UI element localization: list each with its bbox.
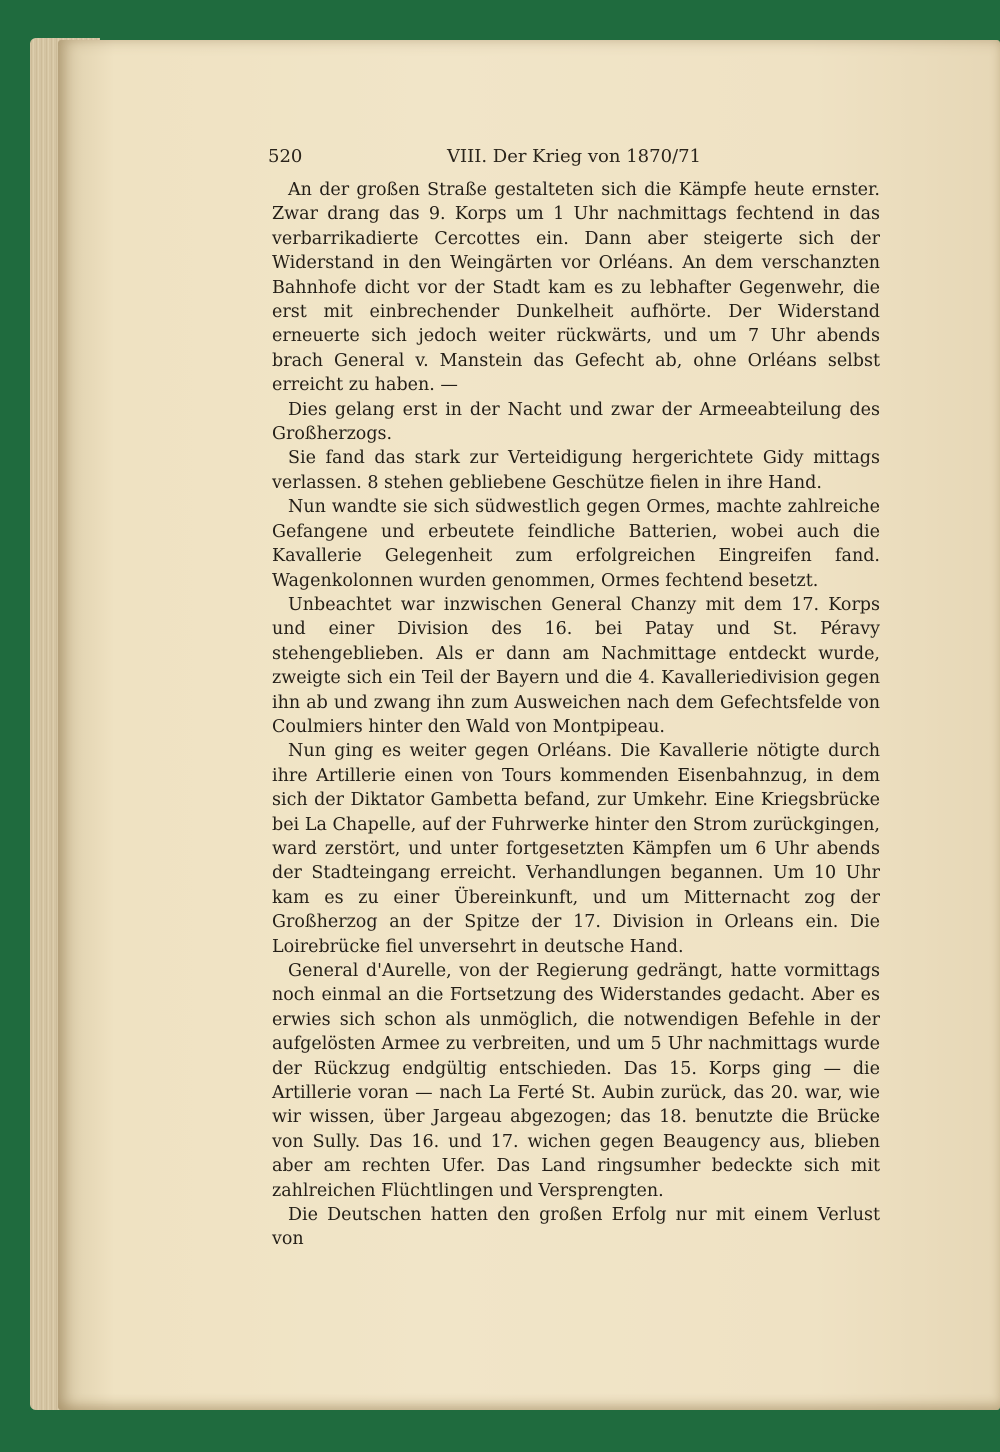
paragraph: Sie fand das stark zur Verteidigung hergerichtete Gidy mittags verlassen. 8 stehen gebliebene Geschütze fielen in ihre Hand. — [272, 448, 880, 493]
paragraph: Nun ging es weiter gegen Orléans. Die Kavallerie nötigte durch ihre Artillerie einen von Tours kommenden Eisenbahnzug, in dem sich der Diktator Gambetta befand, zur Umkehr. Eine Kriegsbrücke bei La Chapelle, auf der Fuhrwerke hinter den Strom zurückgingen, ward zerstört, und unter fortgesetzten Kämpfen um 6 Uhr abends der Stadteingang erreicht. Verhandlungen begannen. Um 10 Uhr kam es zu einer Übereinkunft, und um Mitternacht zog der Großherzog an der Spitze der 17. Division in Orleans ein. Die Loirebrücke fiel unversehrt in deutsche Hand. — [272, 741, 880, 957]
paragraph: An der großen Straße gestalteten sich die Kämpfe heute ernster. Zwar drang das 9. Korps um 1 Uhr nachmittags fechtend in das verbarrikadierte Cercottes ein. Dann aber steigerte sich der Widerstand in den Weingärten vor Orléans. An dem verschanzten Bahnhofe dicht vor der Stadt kam es zu lebhafter Gegenwehr, die erst mit einbrechender Dunkelheit aufhörte. Der Widerstand erneuerte sich jedoch weiter rückwärts, und um 7 Uhr abends brach General v. Manstein das Gefecht ab, ohne Orléans selbst erreicht zu haben. — — [272, 180, 880, 396]
page-header — [268, 146, 880, 170]
paragraph: Unbeachtet war inzwischen General Chanzy mit dem 17. Korps und einer Division des 16. bei Patay und St. Péravy stehengeblieben. Als er dann am Nachmittage entdeckt wurde, zweigte sich ein Teil der Bayern und die 4. Kavalleriedivision gegen ihn ab und zwang ihn zum Ausweichen nach dem Gefechtsfelde von Coulmiers hinter den Wald von Montpipeau. — [272, 594, 880, 737]
paragraph: Dies gelang erst in der Nacht und zwar der Armeeabteilung des Großherzogs. — [272, 399, 880, 445]
paragraph: Nun wandte sie sich südwestlich gegen Ormes, machte zahlreiche Gefangene und erbeutete feindliche Batterien, wobei auch die Kavallerie Gelegenheit zum erfolgreichen Eingreifen fand. Wagenkolonnen wurden genommen, Ormes fechtend besetzt. — [272, 497, 880, 591]
body-text — [272, 178, 880, 1252]
paragraph: General d'Aurelle, von der Regierung gedrängt, hatte vormittags noch einmal an die Fortsetzung des Widerstandes gedacht. Aber es erwies sich schon als unmöglich, die notwendigen Befehle in der aufgelösten Armee zu verbreiten, und um 5 Uhr nachmittags wurde der Rückzug endgültig entschieden. Das 15. Korps ging — die Artillerie voran — nach La Ferté St. Aubin zurück, das 20. war, wie wir wissen, über Jargeau abgezogen; das 18. benutzte die Brücke von Sully. Das 16. und 17. wichen gegen Beaugency aus, blieben aber am rechten Ufer. Das Land ringsumher bedeckte sich mit zahlreichen Flüchtlingen und Versprengten. — [272, 961, 880, 1201]
running-title: VIII. Der Krieg von 1870/71 — [447, 146, 701, 167]
paragraph: Die Deutschen hatten den großen Erfolg nur mit einem Verlust von — [272, 1205, 880, 1250]
page-number: 520 — [268, 146, 303, 167]
